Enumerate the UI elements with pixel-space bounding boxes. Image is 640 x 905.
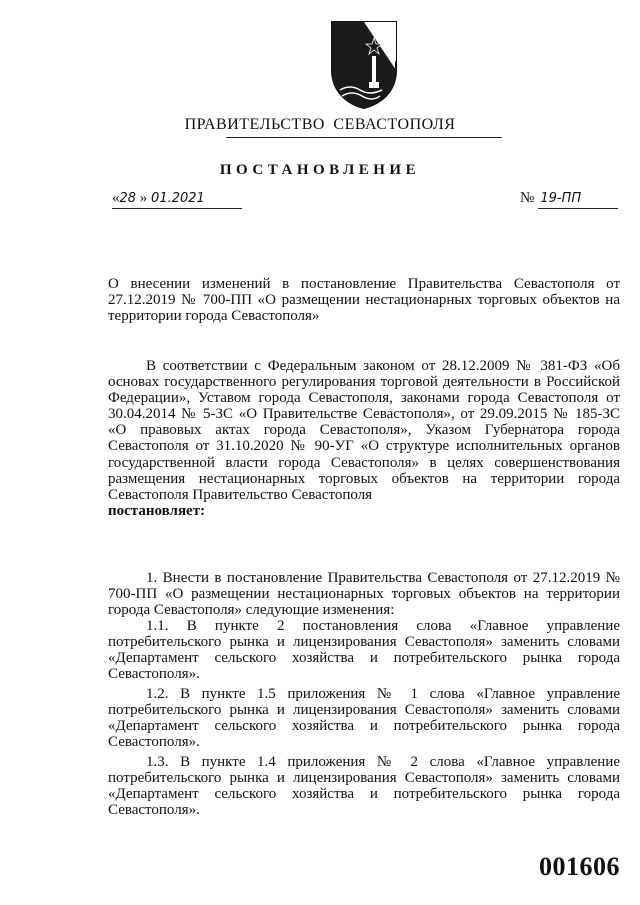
preamble [108,358,620,519]
number-prefix: № [520,190,535,206]
item-text: 1.3. В пункте 1.4 приложения № 2 слова «Главное управление потребительского рынка и лицензирования Севастополя» заменить словами «Департамент сельского хозяйства и потребительского рынка города Севастополя». [108,754,620,819]
item-1-3 [108,754,620,818]
item-text: 1.1. В пункте 2 постановления слова «Главное управление потребительского рынка и лицензирования Севастополя» заменить словами «Департамент сельского хозяйства и потребительского рынка города Севастополя». [108,618,620,683]
document-date [112,190,205,210]
serial-number: 001606 [539,852,620,881]
item-1 [108,570,620,618]
preamble-text: В соответствии с Федеральным законом от 28.12.2009 № 381-ФЗ «Об основах государственного регулирования торговой деятельности в Российской Федерации», Уставом города Севастополя, законами города Севастополя от 30.04.2014 № 5-ЗС «О Правительстве Севастополя», от 29.09.2015 № 185-ЗС «О правовых актах города Севастополя», Указом Губернатора города Севастополя от 31.10.2020 № 90-УГ «О структуре исполнительных органов государственной власти города Севастополя» в целях совершенствования размещения нестационарных торговых объектов на территории города Севастополя Правительство Севастополя [108,358,620,503]
item-text: 1. Внести в постановление Правительства Севастополя от 27.12.2019 № 700-ПП «О размещении нестационарных торговых объектов на территории города Севастополя» следующие изменения: [108,570,620,619]
item-1-2 [108,686,620,750]
document-subject: О внесении изменений в постановление Правительства Севастополя от 27.12.2019 № 700-ПП «О размещении нестационарных торговых объектов на территории города Севастополя» [108,276,620,325]
item-1-1 [108,618,620,682]
date-open-quote: « [112,190,120,206]
document-type: ПОСТАНОВЛЕНИЕ [219,162,421,178]
item-text: 1.2. В пункте 1.5 приложения № 1 слова «Главное управление потребительского рынка и лицензирования Севастополя» заменить словами «Департамент сельского хозяйства и потребительского рынка города Севастополя». [108,686,620,751]
date-day: 28 [119,191,137,206]
sevastopol-coat-of-arms-icon [326,18,402,110]
date-close-quote: » [139,190,148,206]
date-month-year: 01.2021 [151,191,205,206]
decree-word: постановляет: [108,502,206,519]
number-underline [538,208,618,209]
document-number [520,190,581,210]
number-value: 19-ПП [540,191,582,206]
date-underline [112,208,242,209]
government-title: ПРАВИТЕЛЬСТВО СЕВАСТОПОЛЯ [184,116,456,133]
title-underline [226,137,502,138]
